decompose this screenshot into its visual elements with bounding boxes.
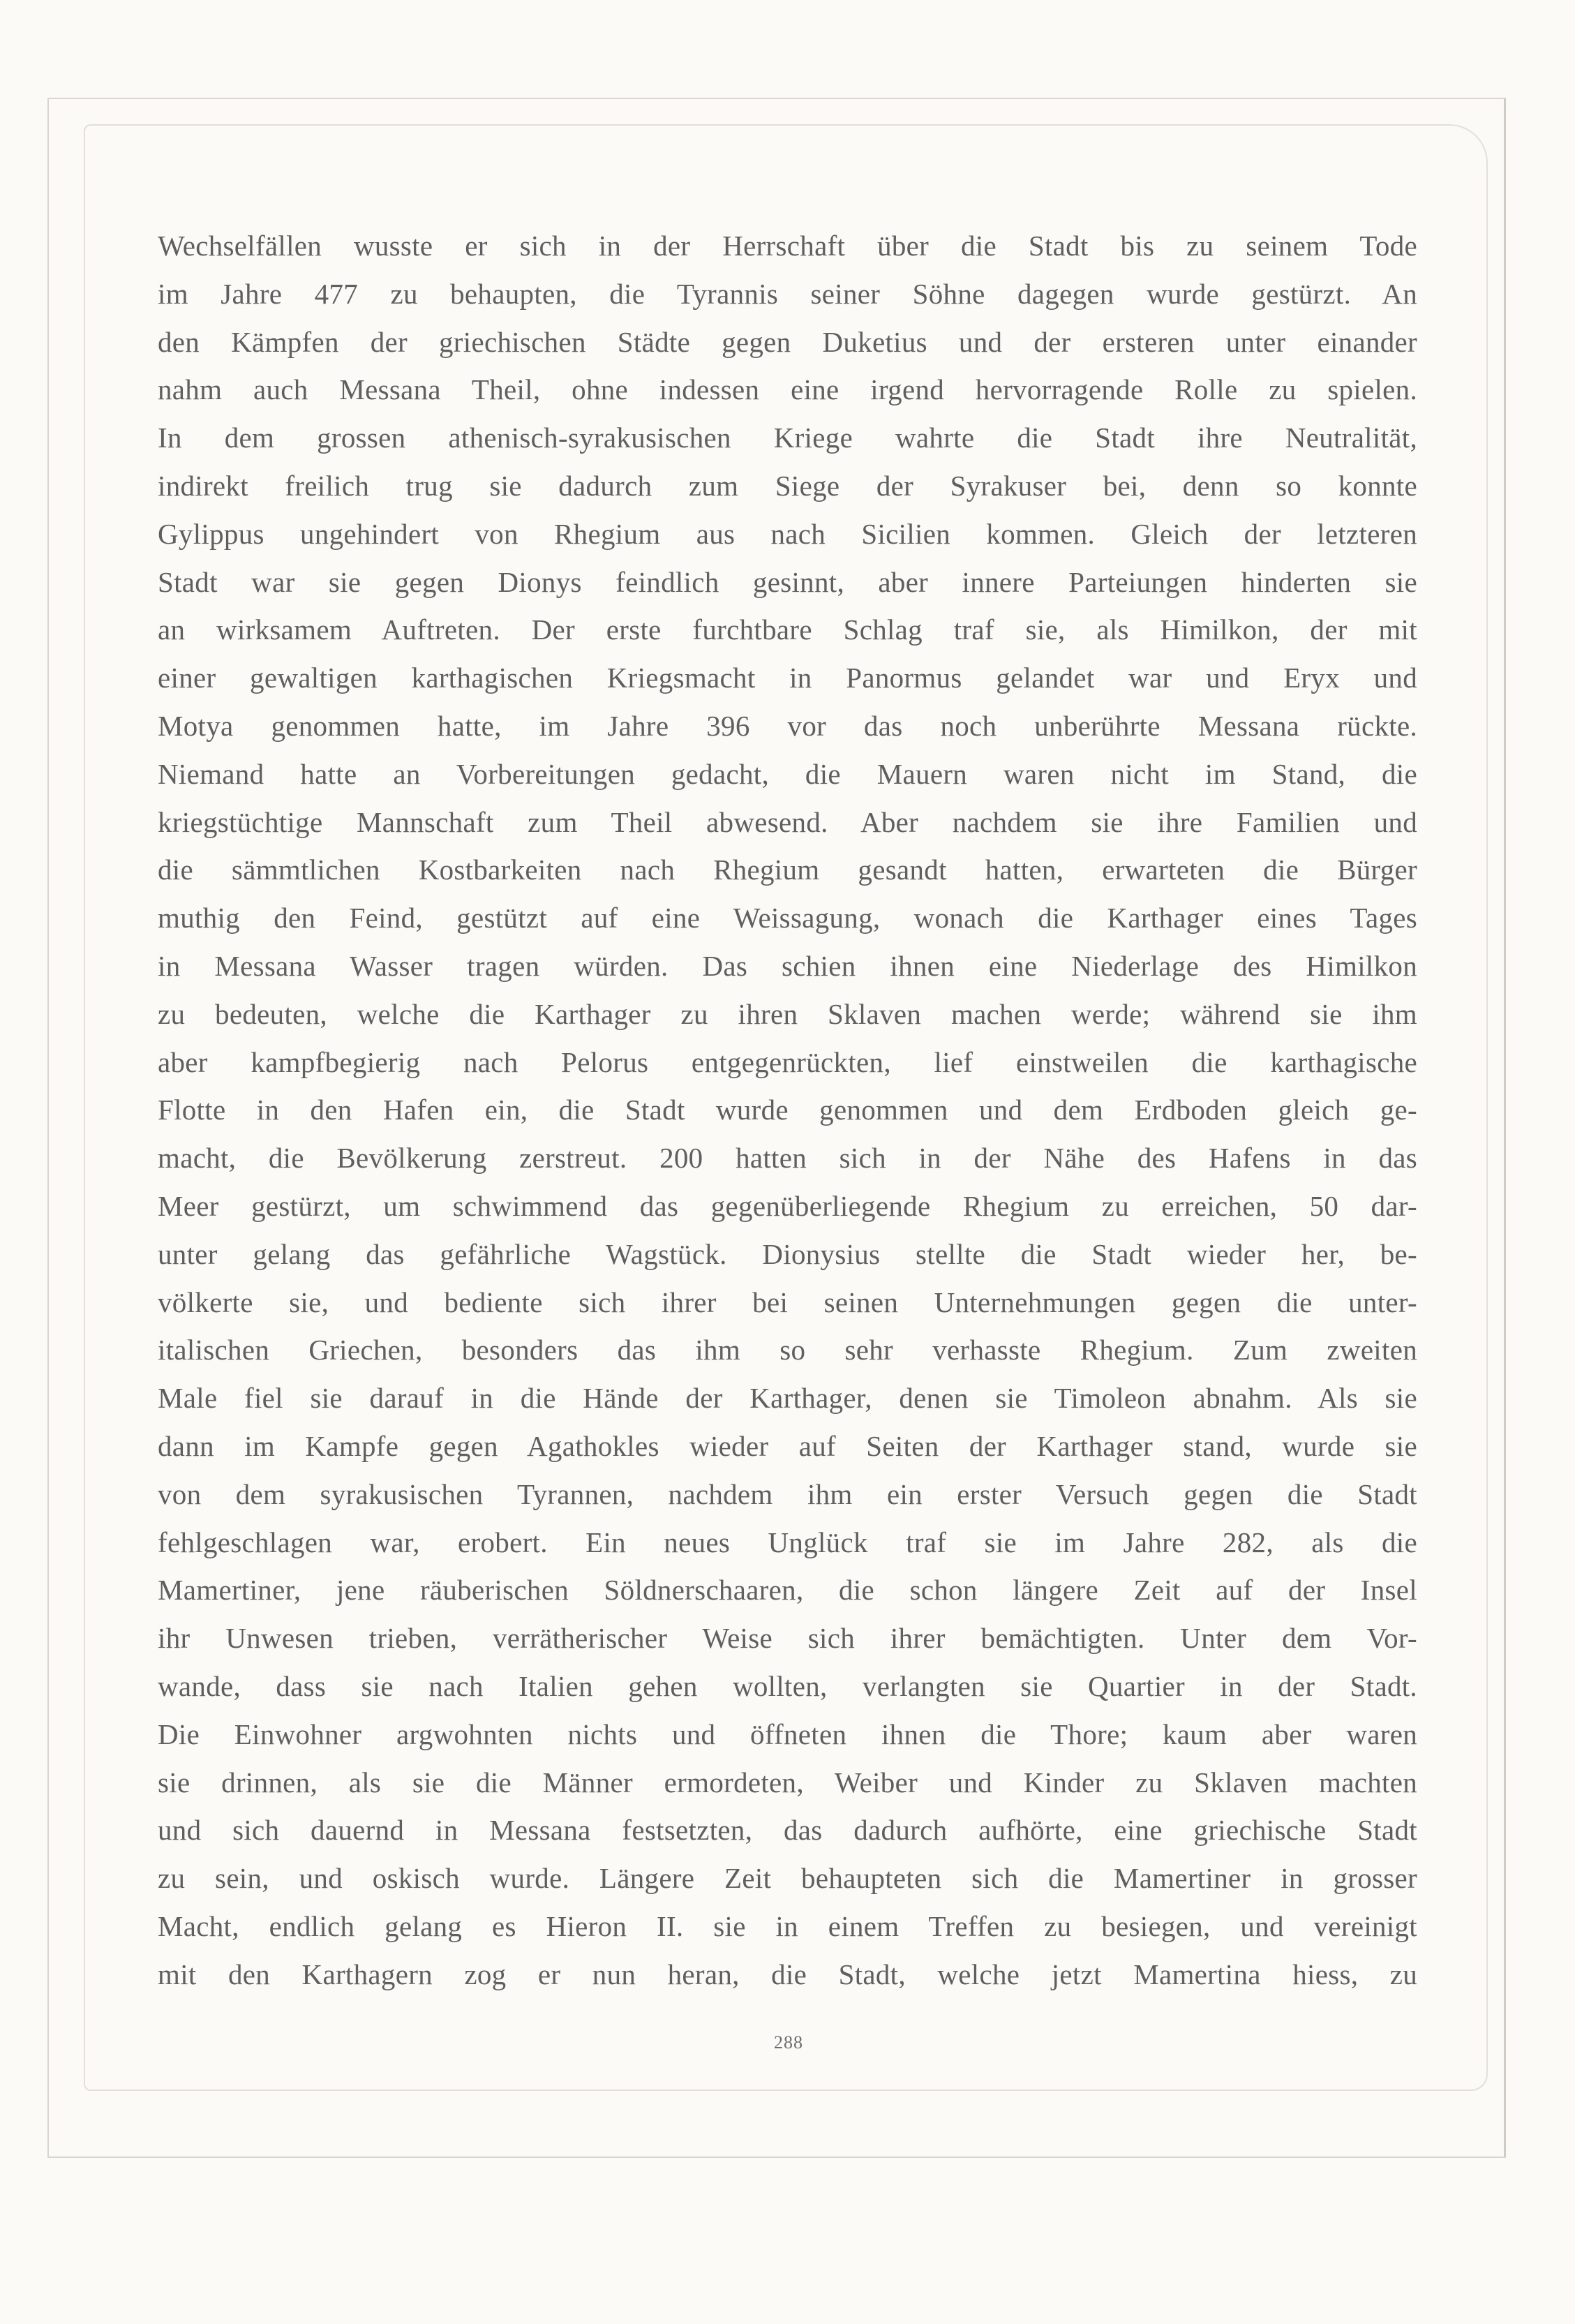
text-line: dann im Kampfe gegen Agathokles wieder auf Seiten der Karthager stand, wurde sie — [158, 1429, 1417, 1462]
text-line: unter gelang das gefährliche Wagstück. Dionysius stellte die Stadt wieder her, be- — [158, 1237, 1417, 1270]
text-line: indirekt freilich trug sie dadurch zum Siege der Syrakuser bei, denn so konnte — [158, 469, 1417, 502]
text-line: Flotte in den Hafen ein, die Stadt wurde genommen und dem Erdboden gleich ge- — [158, 1094, 1417, 1126]
text-line: den Kämpfen der griechischen Städte gegen Duketius und der ersteren unter einander — [158, 325, 1417, 358]
bottom-rule — [47, 2157, 1506, 2158]
text-line: Motya genommen hatte, im Jahre 396 vor das noch unberührte Messana rückte. — [158, 709, 1417, 742]
text-line: in Messana Wasser tragen würden. Das schien ihnen eine Niederlage des Himilkon — [158, 949, 1417, 982]
text-line: die sämmtlichen Kostbarkeiten nach Rhegium gesandt hatten, erwarteten die Bürger — [158, 854, 1417, 886]
text-line: macht, die Bevölkerung zerstreut. 200 hatten sich in der Nähe des Hafens in das — [158, 1142, 1417, 1175]
text-line: zu bedeuten, welche die Karthager zu ihren Sklaven machen werde; während sie ihm — [158, 997, 1417, 1030]
text-line: Die Einwohner argwohnten nichts und öffneten ihnen die Thore; kaum aber waren — [158, 1718, 1417, 1750]
body-text — [158, 222, 1417, 1998]
text-line: Wechselfällen wusste er sich in der Herrschaft über die Stadt bis zu seinem Tode — [158, 230, 1417, 262]
text-line: Stadt war sie gegen Dionys feindlich gesinnt, aber innere Parteiungen hinderten sie — [158, 565, 1417, 598]
page-number: 288 — [774, 2032, 803, 2053]
text-line: italischen Griechen, besonders das ihm so sehr verhasste Rhegium. Zum zweiten — [158, 1334, 1417, 1366]
text-line: Gylippus ungehindert von Rhegium aus nach Sicilien kommen. Gleich der letzteren — [158, 517, 1417, 550]
text-line: fehlgeschlagen war, erobert. Ein neues Unglück traf sie im Jahre 282, als die — [158, 1526, 1417, 1558]
text-line: Niemand hatte an Vorbereitungen gedacht, die Mauern waren nicht im Stand, die — [158, 757, 1417, 790]
text-line: zu sein, und oskisch wurde. Längere Zeit behaupteten sich die Mamertiner in grosser — [158, 1862, 1417, 1895]
text-line: im Jahre 477 zu behaupten, die Tyrannis seiner Söhne dagegen wurde gestürzt. An — [158, 277, 1417, 310]
text-line: In dem grossen athenisch-syrakusischen Kriege wahrte die Stadt ihre Neutralität, — [158, 422, 1417, 454]
text-line: sie drinnen, als sie die Männer ermordeten, Weiber und Kinder zu Sklaven machten — [158, 1766, 1417, 1798]
text-line: einer gewaltigen karthagischen Kriegsmacht in Panormus gelandet war und Eryx und — [158, 662, 1417, 694]
text-line: Macht, endlich gelang es Hieron II. sie in einem Treffen zu besiegen, und vereinigt — [158, 1909, 1417, 1942]
text-line: von dem syrakusischen Tyrannen, nachdem ihm ein erster Versuch gegen die Stadt — [158, 1477, 1417, 1510]
text-line: an wirksamem Auftreten. Der erste furchtbare Schlag traf sie, als Himilkon, der mit — [158, 613, 1417, 646]
text-line: muthig den Feind, gestützt auf eine Weissagung, wonach die Karthager eines Tages — [158, 902, 1417, 934]
text-line: völkerte sie, und bediente sich ihrer bei seinen Unternehmungen gegen die unter- — [158, 1286, 1417, 1318]
text-line: Meer gestürzt, um schwimmend das gegenüberliegende Rhegium zu erreichen, 50 dar- — [158, 1189, 1417, 1222]
text-line: mit den Karthagern zog er nun heran, die Stadt, welche jetzt Mamertina hiess, zu — [158, 1958, 1417, 1990]
text-line: aber kampfbegierig nach Pelorus entgegenrückten, lief einstweilen die karthagische — [158, 1045, 1417, 1078]
text-line: Mamertiner, jene räuberischen Söldnerschaaren, die schon längere Zeit auf der Insel — [158, 1574, 1417, 1607]
text-line: nahm auch Messana Theil, ohne indessen eine irgend hervorragende Rolle zu spielen. — [158, 373, 1417, 406]
text-line: kriegstüchtige Mannschaft zum Theil abwesend. Aber nachdem sie ihre Familien und — [158, 805, 1417, 838]
text-line: und sich dauernd in Messana festsetzten, das dadurch aufhörte, eine griechische Stadt — [158, 1814, 1417, 1847]
text-line: ihr Unwesen trieben, verrätherischer Weise sich ihrer bemächtigten. Unter dem Vor- — [158, 1622, 1417, 1655]
text-line: wande, dass sie nach Italien gehen wollten, verlangten sie Quartier in der Stadt. — [158, 1669, 1417, 1702]
text-line: Male fiel sie darauf in die Hände der Karthager, denen sie Timoleon abnahm. Als sie — [158, 1382, 1417, 1415]
